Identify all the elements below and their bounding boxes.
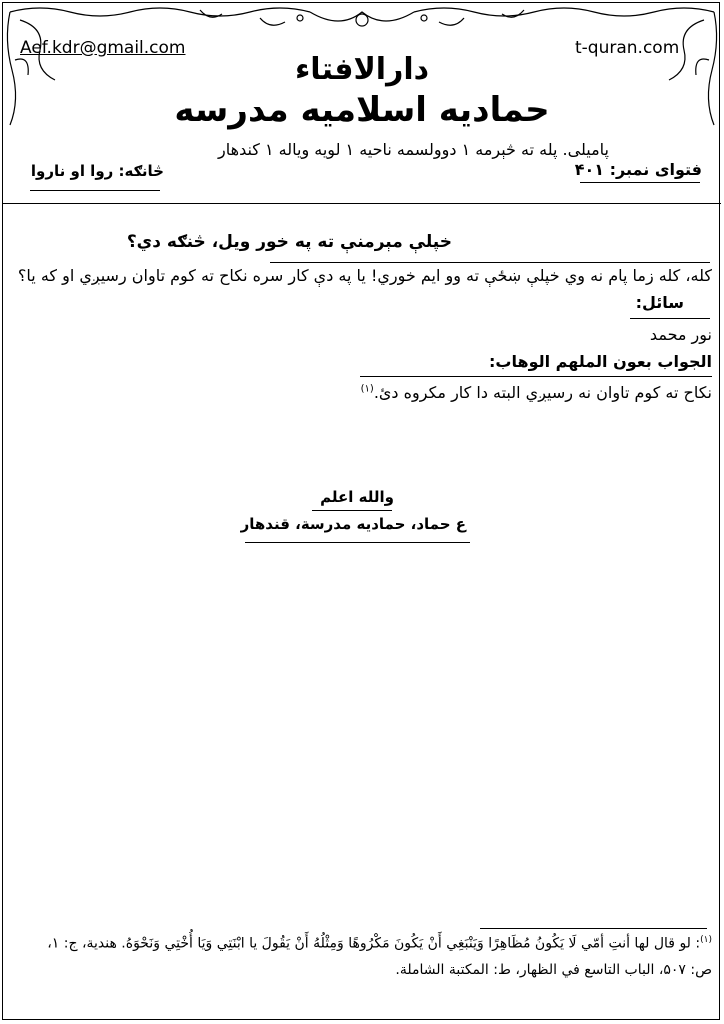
fatwa-number — [575, 160, 702, 179]
section-category — [31, 162, 164, 180]
question-text: کله، کله زما پام نه وي خپلې ښځې ته وو ایم خوري! یا په دې کار سره نکاح ته کوم تاوان رسیږي او که یا؟ — [17, 266, 712, 285]
fatwa-number-value: ۴۰۱ — [574, 160, 605, 179]
footnote-mark: (۱) — [700, 935, 712, 945]
answer-label: الجواب بعون الملهم الوهاب: — [488, 352, 712, 371]
contact-email-link[interactable]: Aef.kdr@gmail.com — [20, 38, 186, 58]
fatwa-number-label: فتوای نمبر: — [609, 160, 702, 179]
section-underline — [30, 190, 160, 191]
footnote-line-1 — [12, 935, 712, 952]
fatwa-number-underline — [580, 182, 700, 183]
answer-text — [361, 383, 712, 402]
closing-phrase: والله اعلم — [320, 488, 394, 506]
address-text: پامیلی. پله ته څېرمه ۱ دوولسمه ناحیه ۱ لویه ویاله ۱ کندهار — [218, 140, 609, 159]
answer-label-underline — [360, 376, 712, 377]
header-divider — [3, 203, 721, 204]
section-value: روا او ناروا — [30, 162, 114, 180]
section-label: څانګه: — [118, 162, 164, 180]
asker-name: نور محمد — [649, 325, 712, 344]
answer-footnote-mark[interactable]: (۱) — [360, 383, 374, 395]
asker-label-underline — [630, 318, 710, 319]
question-title-underline — [270, 262, 710, 263]
footnote-separator — [480, 928, 707, 929]
institution-name-title: حمادیه اسلامیه مدرسه — [174, 90, 550, 130]
question-title: خپلې مېرمنې ته په خور ویل، څنګه دي؟ — [126, 232, 452, 252]
closing-phrase-underline — [312, 510, 392, 511]
asker-label: سائل: — [635, 293, 684, 312]
institution-department-title: دارالافتاء — [294, 52, 430, 87]
answer-body: نکاح ته کوم تاوان نه رسیږي البته دا کار مکروه دئ. — [373, 383, 712, 402]
footnote-line-2: ص: ۵۰۷، الباب التاسع في الظهار، ط: المكتبة الشاملة. — [395, 962, 712, 978]
signature-line: ع حماد، حمادیه مدرسة، قندهار — [240, 515, 466, 533]
signature-underline — [245, 542, 470, 543]
footnote-text-1: : لو قال لها أنتِ أمّي لَا يَكُونُ مُظَاهِرًا وَيَنْبَغِي أَنْ يَكُونَ مَكْرُوهًا وَمِثْلُهُ أَنْ يَقُولَ يا ابْنَتِي وَيَا أُخْتِي وَنَحْوَهُ. هندية، ج: ۱، — [47, 935, 701, 952]
website-link[interactable]: t-quran.com — [575, 38, 680, 58]
